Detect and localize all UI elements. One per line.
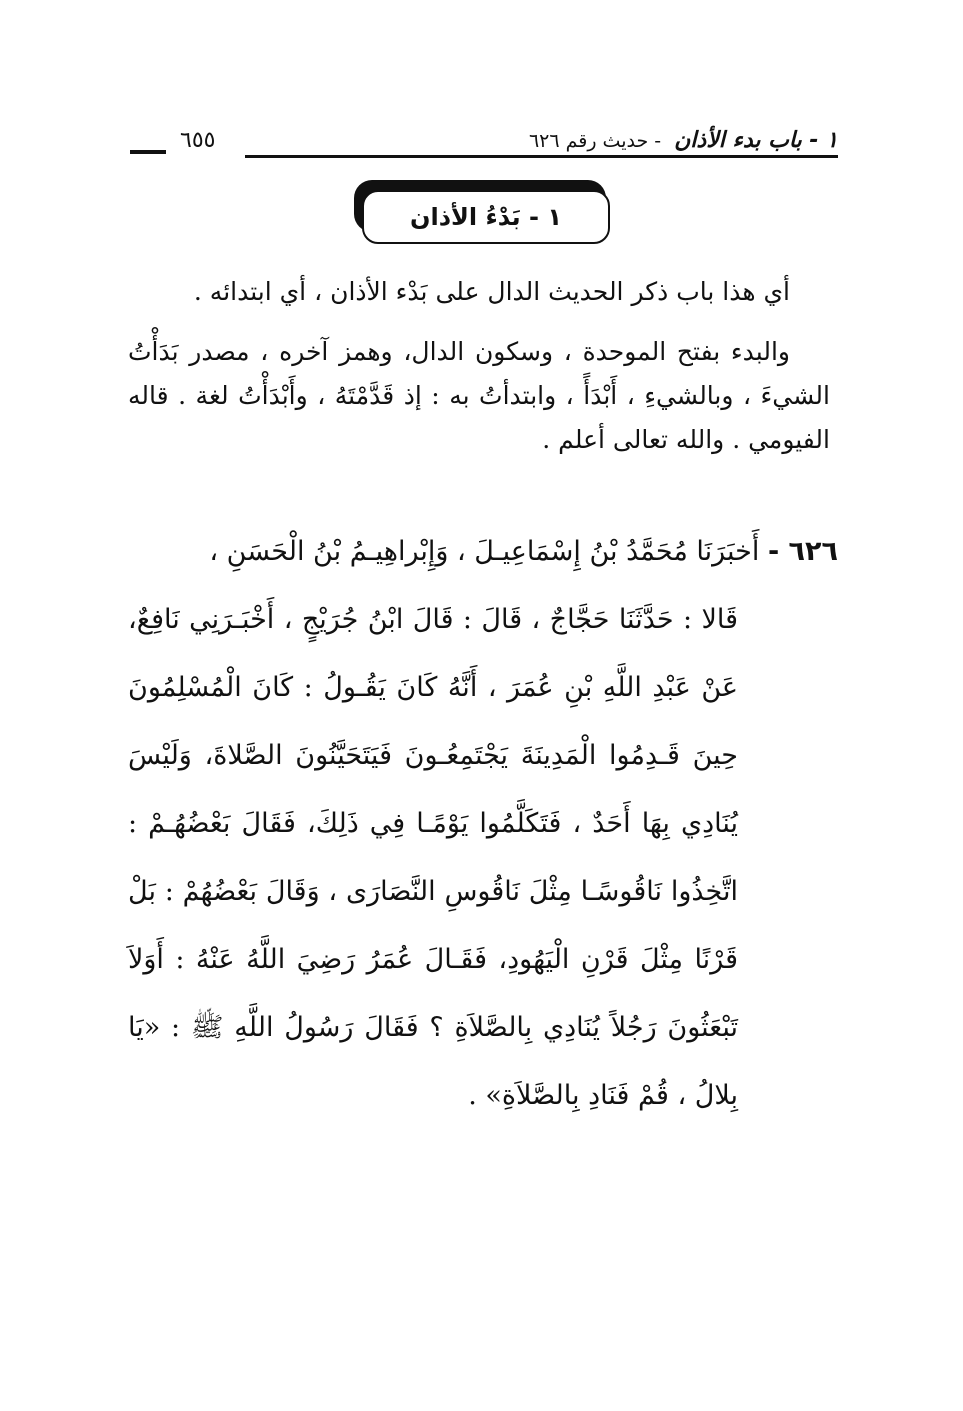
hadith-first-line	[128, 518, 838, 586]
header-rule	[245, 155, 838, 158]
chapter-title-box	[362, 190, 610, 244]
hadith-text	[128, 518, 838, 1130]
running-hadith-ref: - حديث رقم ٦٢٦	[528, 130, 662, 152]
running-header	[130, 126, 838, 160]
hadith-isnad-start: أَخبَرَنَا مُحَمَّدُ بْنُ إِسْمَاعِيـلَ ، وَإِبْراهِيـمُ بْنُ الْحَسَنِ ،	[209, 536, 760, 567]
chapter-title: ١ - بَدْءُ الأذان	[410, 203, 562, 231]
hadith-body: قَالا : حَدَّثَنَا حَجَّاجٌ ، قَالَ : قَالَ ابْنُ جُرَيْجٍ ، أَخْبَـرَنِي نَافِعٌ، عَنْ عَبْدِ اللَّهِ بْنِ عُمَرَ ، أَنَّهُ كَانَ يَقُـولُ : كَانَ الْمُسْلِمُونَ حِينَ قَـدِمُوا الْمَدِينَةَ يَجْتَمِعُـونَ فَيَتَحَيَّنُونَ الصَّلاةَ، وَلَيْسَ يُنَادِي بِهَا أَحَدٌ ، فَتَكَلَّمُوا يَوْمًـا فِي ذَلِكَ، فَقَالَ بَعْضُهُـمْ : اتَّخِذُوا نَاقُوسًـا مِثْلَ نَاقُوسِ النَّصَارَى ، وَقَالَ بَعْضُهُمْ : بَلْ قَرْنًا مِثْلَ قَرْنِ الْيَهُودِ، فَقَـالَ عُمَرُ رَضِيَ اللَّهُ عَنْهُ : أَوَلاَ تَبْعَثُونَ رَجُلاً يُنَادِي بِالصَّلاَةِ ؟ فَقَالَ رَسُولُ اللَّهِ ﷺ : «يَا بِلالُ ، قُمْ فَنَادِ بِالصَّلاَةِ» .	[128, 604, 738, 1111]
intro-commentary	[128, 270, 830, 478]
intro-paragraph-1: أي هذا باب ذكر الحديث الدال على بَدْء الأذان ، أي ابتدائه .	[193, 277, 790, 306]
running-title	[529, 126, 838, 156]
hadith-number: ٦٢٦ -	[767, 536, 838, 567]
running-chapter-title: ١ - باب بدء الأذان	[674, 128, 838, 153]
page-number: ٦٥٥	[180, 128, 216, 153]
intro-paragraph-2: والبدء بفتح الموحدة ، وسكون الدال، وهمز آخره ، مصدر بَدَأْتُ الشيءَ ، وبالشيءِ ، أَبْدَأً ، وابتدأتُ به : إذ قَدَّمْتَهُ ، وأَبْدَأْتُ لغة . قاله الفيومي . والله تعالى أعلم .	[128, 337, 830, 454]
page-number-dash	[130, 150, 166, 154]
